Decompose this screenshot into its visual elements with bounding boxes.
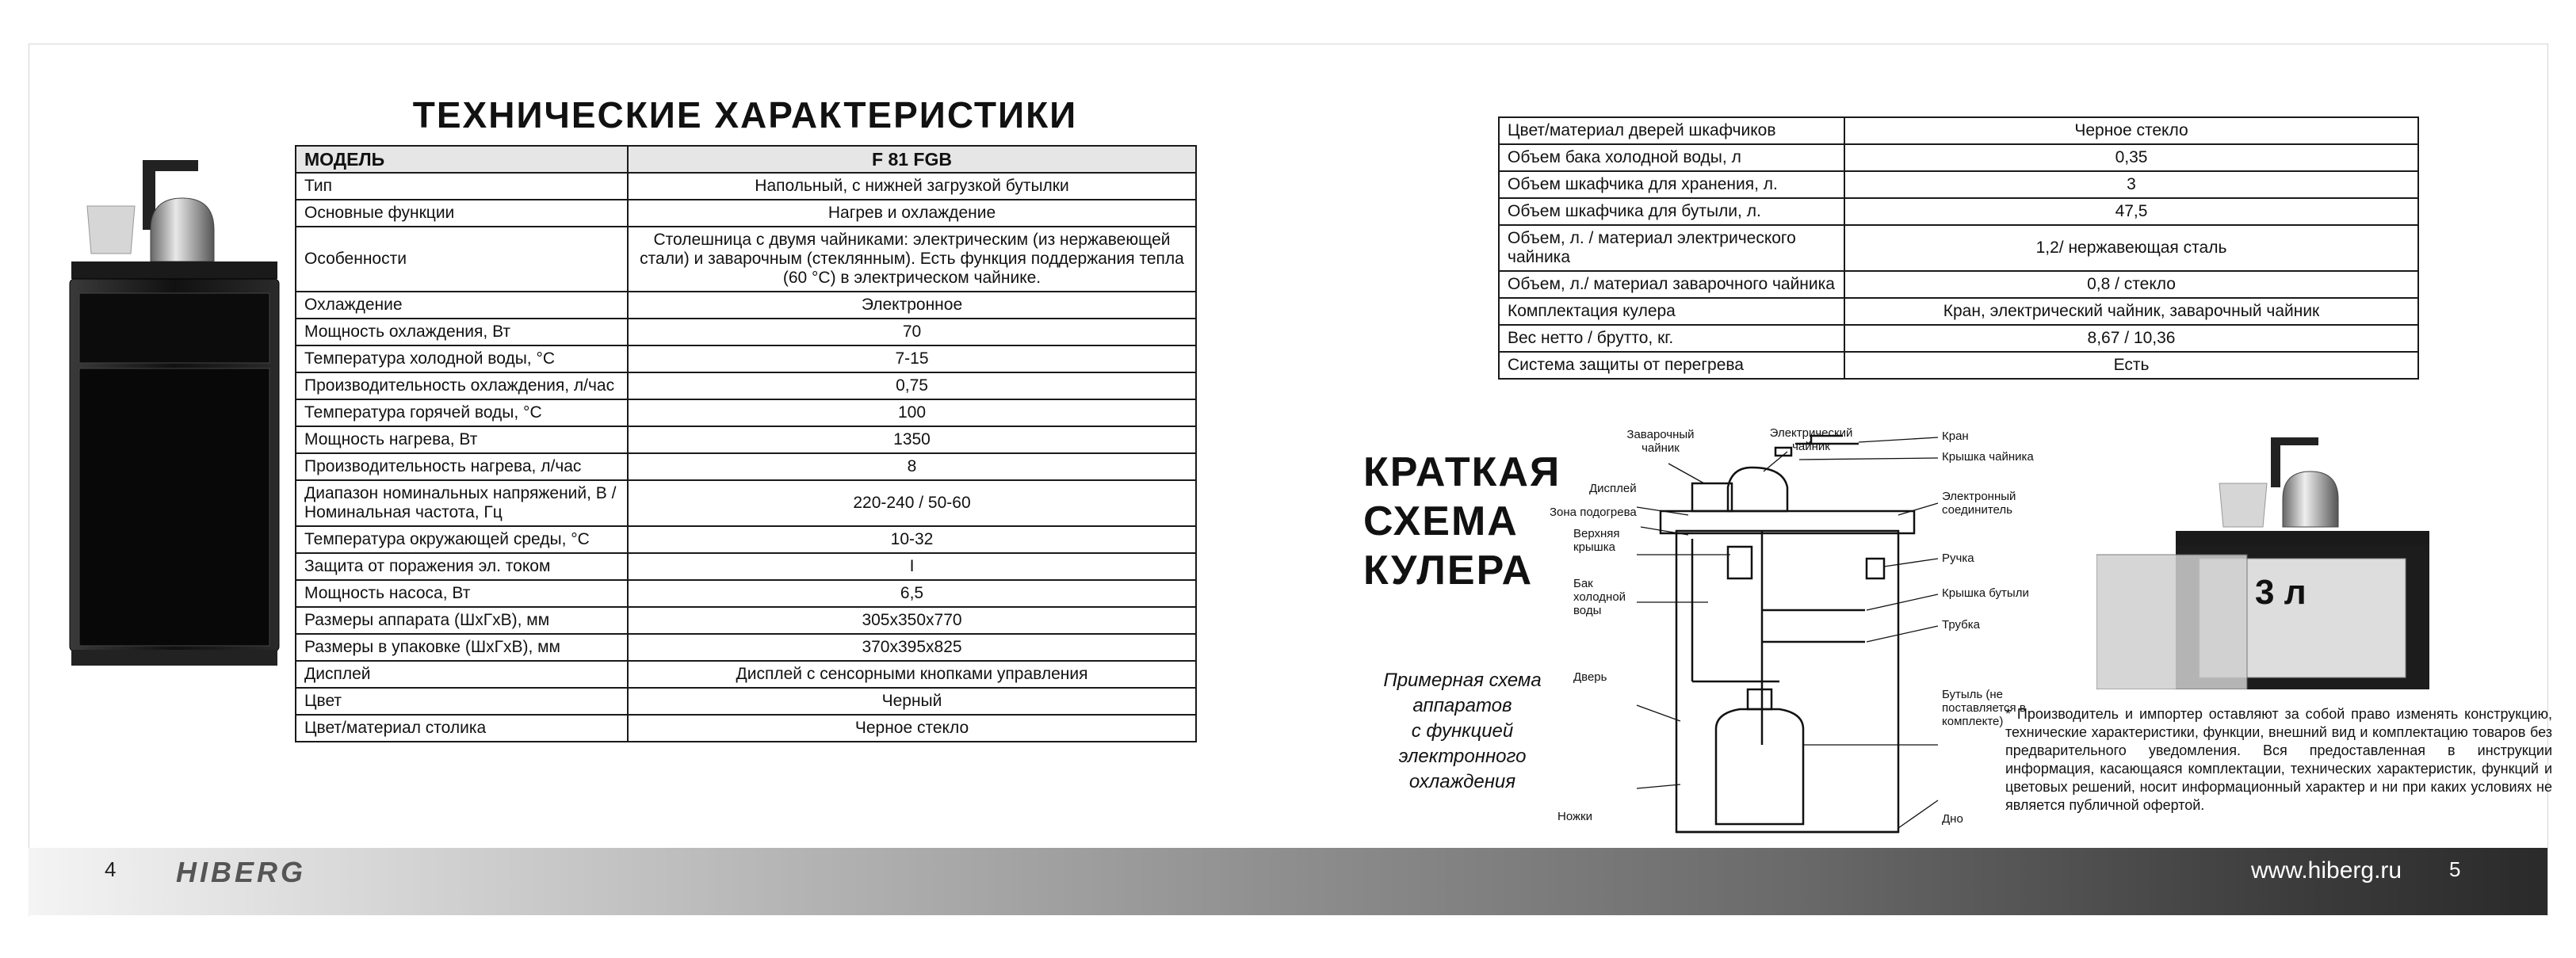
label-handle: Ручка (1942, 552, 1974, 565)
table-row (296, 319, 1196, 345)
brand-logo: HIBERG (176, 856, 307, 888)
param-value: 7-15 (628, 345, 1196, 372)
table-row (296, 372, 1196, 399)
param-value: Есть (1844, 352, 2418, 379)
param-name: Производительность охлаждения, л/час (296, 372, 628, 399)
label-door: Дверь (1573, 670, 1607, 684)
param-name: Мощность насоса, Вт (296, 580, 628, 607)
table-row (1499, 271, 2418, 298)
param-name: Объем шкафчика для хранения, л. (1499, 171, 1844, 198)
table-row (296, 634, 1196, 661)
param-value: 370x395x825 (628, 634, 1196, 661)
spec-table-continued (1498, 116, 2419, 380)
website-url: www.hiberg.ru (2251, 857, 2402, 884)
param-value: 1,2/ нержавеющая сталь (1844, 225, 2418, 271)
param-name: Температура окружающей среды, °C (296, 526, 628, 553)
param-value: 8 (628, 453, 1196, 480)
table-row (296, 688, 1196, 715)
diagram-caption (1363, 668, 1561, 795)
caption-line: охлаждения (1408, 771, 1516, 792)
label-tap: Кран (1942, 429, 1969, 443)
param-value: 1350 (628, 426, 1196, 453)
photo-volume-label: 3 л (2255, 573, 2307, 612)
section-title-line: КРАТКАЯ (1363, 449, 1561, 495)
table-row (1499, 225, 2418, 271)
param-name: Диапазон номинальных напряжений, В /Номинальная частота, Гц (296, 480, 628, 526)
param-name: Охлаждение (296, 292, 628, 319)
param-name: Цвет/материал столика (296, 715, 628, 742)
table-row (296, 173, 1196, 200)
section-title-line: КУЛЕРА (1363, 548, 1534, 594)
param-name: Объем бака холодной воды, л (1499, 144, 1844, 171)
label-bottom: Дно (1942, 812, 1963, 826)
label-top-cover: Верхняя крышка (1573, 527, 1620, 554)
table-row (296, 292, 1196, 319)
param-name: Производительность нагрева, л/час (296, 453, 628, 480)
table-row (1499, 171, 2418, 198)
table-row (1499, 144, 2418, 171)
param-name: Тип (296, 173, 628, 200)
param-name: Система защиты от перегрева (1499, 352, 1844, 379)
param-value: 0,75 (628, 372, 1196, 399)
table-row (296, 227, 1196, 292)
param-value: Черное стекло (1844, 117, 2418, 144)
param-value: Дисплей с сенсорными кнопками управления (628, 661, 1196, 688)
table-row (1499, 298, 2418, 325)
table-row (1499, 117, 2418, 144)
caption-line: с функцией (1411, 720, 1514, 742)
table-header-row (296, 146, 1196, 173)
table-row (296, 661, 1196, 688)
param-value: 0,35 (1844, 144, 2418, 171)
param-name: Мощность охлаждения, Вт (296, 319, 628, 345)
param-name: Комплектация кулера (1499, 298, 1844, 325)
param-value: 3 (1844, 171, 2418, 198)
section-title (1363, 448, 1561, 595)
table-row (296, 399, 1196, 426)
table-row (296, 480, 1196, 526)
table-row (296, 715, 1196, 742)
label-cold-tank: Бак холодной воды (1573, 577, 1626, 617)
caption-line: Примерная схема (1383, 670, 1542, 691)
cabinet-photo (2096, 436, 2429, 689)
param-value: 8,67 / 10,36 (1844, 325, 2418, 352)
label-bottle-cap: Крышка бутыли (1942, 586, 2029, 600)
param-value: Черный (628, 688, 1196, 715)
label-electric-connector: Электронный соединитель (1942, 490, 2016, 517)
param-value: I (628, 553, 1196, 580)
param-value: Кран, электрический чайник, заварочный чайник (1844, 298, 2418, 325)
param-value: Нагрев и охлаждение (628, 200, 1196, 227)
right-page (1288, 0, 2576, 958)
section-title-line: СХЕМА (1363, 498, 1519, 544)
page-title: ТЕХНИЧЕСКИЕ ХАРАКТЕРИСТИКИ (412, 94, 1078, 135)
caption-line: электронного (1398, 746, 1527, 767)
param-name: Основные функции (296, 200, 628, 227)
table-row (1499, 352, 2418, 379)
table-row (296, 526, 1196, 553)
spec-table (295, 145, 1197, 742)
header-model-value: F 81 FGB (628, 146, 1196, 173)
cooler-photo (63, 143, 285, 681)
page-number: 4 (105, 857, 117, 881)
label-electric-kettle: Электрический чайник (1769, 426, 1853, 453)
param-value: Напольный, с нижней загрузкой бутылки (628, 173, 1196, 200)
param-name: Температура горячей воды, °C (296, 399, 628, 426)
param-name: Объем, л./ материал заварочного чайника (1499, 271, 1844, 298)
param-name: Размеры аппарата (ШхГхВ), мм (296, 607, 628, 634)
param-value: Черное стекло (628, 715, 1196, 742)
label-bottle: Бутыль (не поставляется в комплекте) (1942, 688, 2026, 728)
param-value: 47,5 (1844, 198, 2418, 225)
label-brew-kettle: Заварочный чайник (1626, 428, 1695, 455)
param-name: Вес нетто / брутто, кг. (1499, 325, 1844, 352)
table-row (296, 200, 1196, 227)
label-heating-zone: Зона подогрева (1550, 506, 1637, 519)
disclaimer-note: * Производитель и импортер оставляют за собой право изменять конструкцию, технические характеристики, функции, внешний вид и комплектацию товаров без предварительного уведомления. Вся предоставленная в инструкции информация, касающаяся комплектации, технических характеристик, функций и цветовых решений, носит информационный характер и ни при каких условиях не является публичной офертой. (2005, 706, 2552, 813)
param-name: Защита от поражения эл. током (296, 553, 628, 580)
param-value: 10-32 (628, 526, 1196, 553)
table-row (296, 426, 1196, 453)
param-name: Мощность нагрева, Вт (296, 426, 628, 453)
label-feet: Ножки (1557, 810, 1592, 823)
table-row (296, 607, 1196, 634)
param-value: Столешница с двумя чайниками: электрическим (из нержавеющей стали) и заварочным (стеклянным). Есть функция поддержания тепла (60 °C) в электрическом чайнике. (628, 227, 1196, 292)
param-value: 70 (628, 319, 1196, 345)
param-value: 220-240 / 50-60 (628, 480, 1196, 526)
param-name: Объем шкафчика для бутыли, л. (1499, 198, 1844, 225)
table-row (296, 453, 1196, 480)
param-value: 0,8 / стекло (1844, 271, 2418, 298)
label-kettle-lid: Крышка чайника (1942, 450, 2034, 464)
param-name: Объем, л. / материал электрического чайника (1499, 225, 1844, 271)
param-value: 305x350x770 (628, 607, 1196, 634)
param-name: Размеры в упаковке (ШхГхВ), мм (296, 634, 628, 661)
label-display: Дисплей (1589, 482, 1637, 495)
param-value: Электронное (628, 292, 1196, 319)
param-name: Дисплей (296, 661, 628, 688)
param-name: Цвет (296, 688, 628, 715)
caption-line: аппаратов (1412, 695, 1512, 716)
table-row (296, 580, 1196, 607)
param-name: Особенности (296, 227, 628, 292)
table-row (296, 553, 1196, 580)
page-number: 5 (2449, 857, 2461, 881)
param-value: 100 (628, 399, 1196, 426)
table-row (1499, 198, 2418, 225)
param-name: Цвет/материал дверей шкафчиков (1499, 117, 1844, 144)
header-model-label: МОДЕЛЬ (296, 146, 628, 173)
table-row (1499, 325, 2418, 352)
param-value: 6,5 (628, 580, 1196, 607)
table-row (296, 345, 1196, 372)
param-name: Температура холодной воды, °C (296, 345, 628, 372)
label-tube: Трубка (1942, 618, 1980, 632)
